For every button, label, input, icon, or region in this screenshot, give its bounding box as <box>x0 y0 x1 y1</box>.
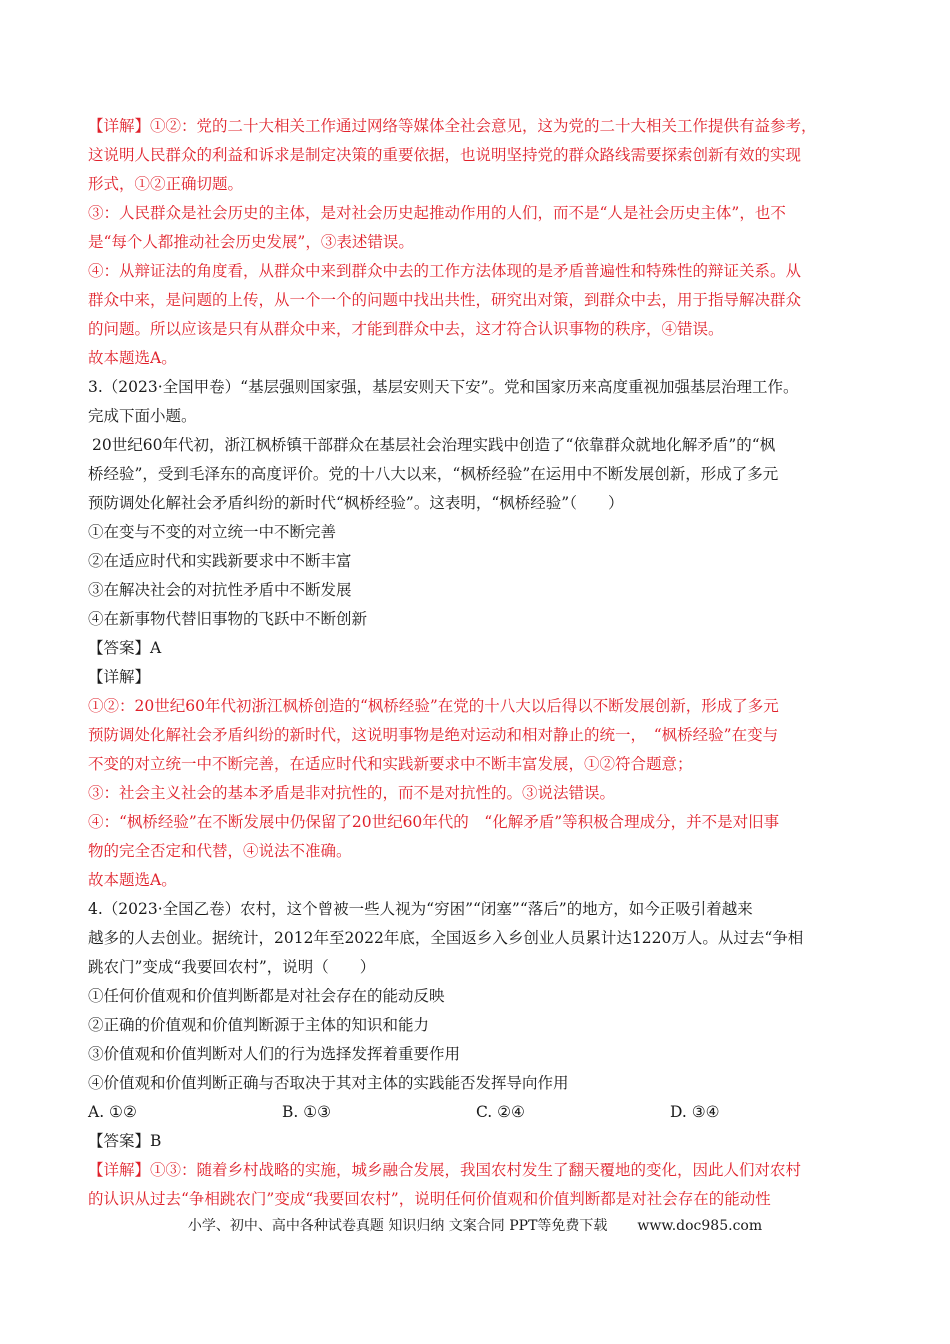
choice-c: C. ②④ <box>476 1103 525 1121</box>
option-item: ③在解决社会的对抗性矛盾中不断发展 <box>88 581 352 599</box>
detail-line: ③：人民群众是社会历史的主体，是对社会历史起推动作用的人们，而不是“人是社会历史主体”，也不 <box>88 204 786 222</box>
option-item: ③价值观和价值判断对人们的行为选择发挥着重要作用 <box>88 1045 461 1063</box>
detail-line: 【详解】①③：随着乡村战略的实施，城乡融合发展，我国农村发生了翻天覆地的变化，因此人们对农村 <box>88 1161 802 1179</box>
conclusion-line: 故本题选A。 <box>88 871 177 889</box>
footer-text: 小学、初中、高中各种试卷真题 知识归纳 文案合同 PPT等免费下载 <box>187 1218 608 1234</box>
question-stem-line: 20世纪60年代初，浙江枫桥镇干部群众在基层社会治理实践中创造了“依靠群众就地化解矛盾”的“枫 <box>92 436 776 454</box>
question-stem-line: 完成下面小题。 <box>88 407 197 425</box>
option-item: ②正确的价值观和价值判断源于主体的知识和能力 <box>88 1016 430 1034</box>
detail-line: ④：从辩证法的角度看，从群众中来到群众中去的工作方法体现的是矛盾普遍性和特殊性的辩证关系。从 <box>88 262 802 280</box>
question-stem-line: 越多的人去创业。据统计，2012年至2022年底，全国返乡入乡创业人员累计达1220万人。从过去“争相 <box>88 929 804 947</box>
conclusion-line: 故本题选A。 <box>88 349 177 367</box>
detail-line: ③：社会主义社会的基本矛盾是非对抗性的，而不是对抗性的。③说法错误。 <box>88 784 616 802</box>
detail-line: 【详解】①②：党的二十大相关工作通过网络等媒体全社会意见，这为党的二十大相关工作提供有益参考， <box>88 117 817 135</box>
option-item: ②在适应时代和实践新要求中不断丰富 <box>88 552 352 570</box>
question-stem-line: 4.（2023·全国乙卷）农村，这个曾被一些人视为“穷困”“闭塞”“落后”的地方，如今正吸引着越来 <box>88 900 753 918</box>
detail-line: 的认识从过去“争相跳农门”变成“我要回农村”，说明任何价值观和价值判断都是对社会存在的能动性 <box>88 1190 771 1208</box>
choice-a: A. ①② <box>88 1103 137 1121</box>
detail-line: ①②：20世纪60年代初浙江枫桥创造的“枫桥经验”在党的十八大以后得以不断发展创新，形成了多元 <box>88 697 779 715</box>
option-item: ④在新事物代替旧事物的飞跃中不断创新 <box>88 610 368 628</box>
choice-d: D. ③④ <box>670 1103 720 1121</box>
detail-line: 群众中来，是问题的上传，从一个一个的问题中找出共性，研究出对策，到群众中去，用于指导解决群众 <box>88 291 802 309</box>
question-stem-line: 预防调处化解社会矛盾纠纷的新时代“枫桥经验”。这表明，“枫桥经验”（ ） <box>88 494 624 512</box>
question-stem-line: 跳农门”变成“我要回农村”，说明（ ） <box>88 958 376 976</box>
question-stem-line: 3.（2023·全国甲卷）“基层强则国家强，基层安则天下安”。党和国家历来高度重视加强基层治理工作。 <box>88 378 799 396</box>
detail-line: 预防调处化解社会矛盾纠纷的新时代，这说明事物是绝对运动和相对静止的统一， “枫桥经验”在变与 <box>88 726 779 744</box>
detail-line: 这说明人民群众的利益和诉求是制定决策的重要依据，也说明坚持党的群众路线需要探索创新有效的实现 <box>88 146 802 164</box>
footer-url[interactable]: www.doc985.com <box>637 1218 763 1234</box>
answer-label: 【答案】A <box>88 639 162 657</box>
detail-line: 的问题。所以应该是只有从群众中来，才能到群众中去，这才符合认识事物的秩序，④错误。 <box>88 320 724 338</box>
detail-line: 物的完全否定和代替，④说法不准确。 <box>88 842 352 860</box>
option-item: ④价值观和价值判断正确与否取决于其对主体的实践能否发挥导向作用 <box>88 1074 569 1092</box>
detail-label: 【详解】 <box>88 668 151 686</box>
detail-line: 不变的对立统一中不断完善，在适应时代和实践新要求中不断丰富发展，①②符合题意； <box>88 755 693 773</box>
page-footer <box>0 1215 950 1235</box>
detail-line: ④：“枫桥经验”在不断发展中仍保留了20世纪60年代的 “化解矛盾”等积极合理成分，并不是对旧事 <box>88 813 780 831</box>
choice-b: B. ①③ <box>282 1103 332 1121</box>
option-item: ①在变与不变的对立统一中不断完善 <box>88 523 337 541</box>
answer-label: 【答案】B <box>88 1132 162 1150</box>
option-item: ①任何价值观和价值判断都是对社会存在的能动反映 <box>88 987 445 1005</box>
question-stem-line: 桥经验”，受到毛泽东的高度评价。党的十八大以来，“枫桥经验”在运用中不断发展创新，形成了多元 <box>88 465 779 483</box>
detail-line: 是“每个人都推动社会历史发展”，③表述错误。 <box>88 233 414 251</box>
detail-line: 形式，①②正确切题。 <box>88 175 244 193</box>
